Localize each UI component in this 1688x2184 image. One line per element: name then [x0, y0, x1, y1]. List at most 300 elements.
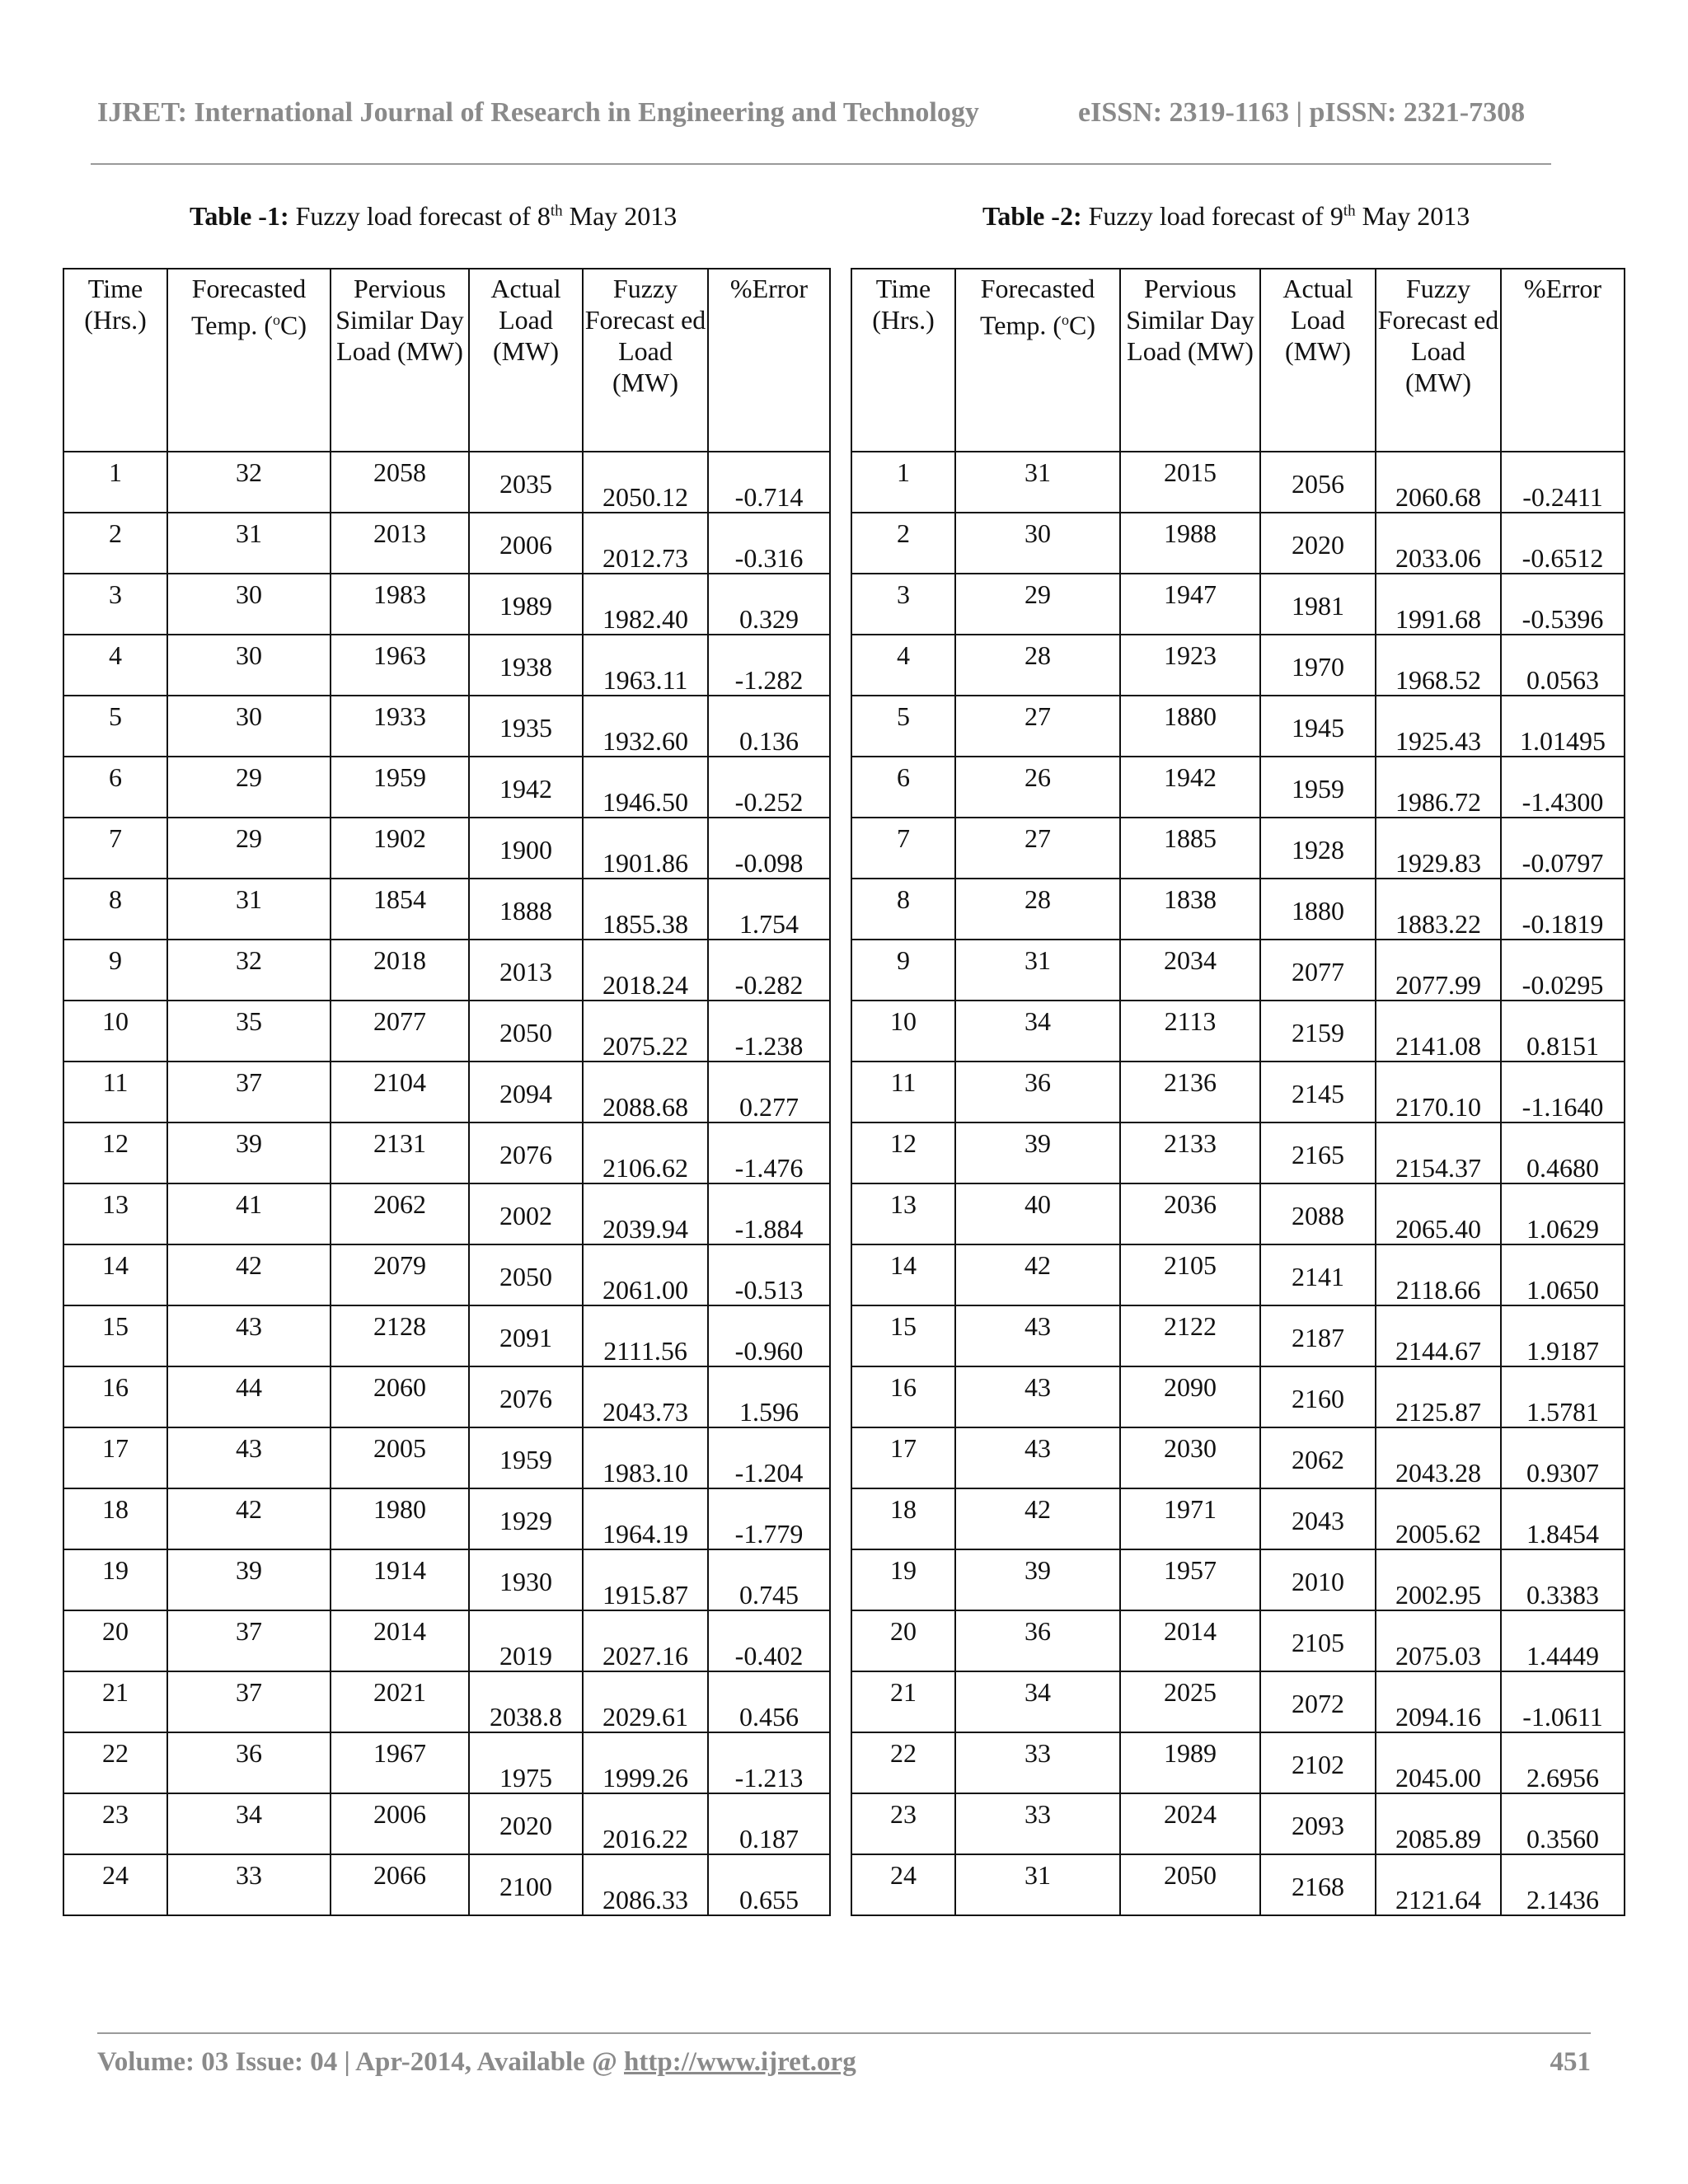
table-cell	[583, 1366, 708, 1427]
table-cell	[63, 818, 167, 879]
cell-value: 1915.87	[603, 1580, 688, 1610]
table-cell	[331, 635, 469, 696]
table-row	[851, 1610, 1625, 1671]
table-cell	[1120, 1488, 1260, 1549]
table-cell	[1260, 1183, 1376, 1244]
cell-value: 2056	[1292, 469, 1344, 499]
table-cell	[1376, 1671, 1501, 1732]
cell-value: 2	[897, 518, 910, 548]
table1-caption-date: May 2013	[562, 201, 678, 231]
cell-value: 34	[236, 1799, 262, 1829]
cell-value: 2113	[1164, 1006, 1217, 1036]
cell-value: 2065.40	[1395, 1214, 1481, 1244]
cell-value: -0.0797	[1522, 848, 1604, 878]
cell-value: 2002.95	[1395, 1580, 1481, 1610]
cell-value: 11	[102, 1067, 129, 1097]
cell-value: 2170.10	[1395, 1092, 1481, 1122]
table-cell	[1260, 1062, 1376, 1122]
page-number: 451	[1550, 2047, 1591, 2077]
cell-value: 1968.52	[1395, 665, 1481, 695]
table2-caption-text: Fuzzy load forecast of 9	[1081, 201, 1343, 231]
table-cell	[1120, 1305, 1260, 1366]
table-cell	[1120, 818, 1260, 879]
table-cell	[1260, 1549, 1376, 1610]
table-cell	[469, 1366, 583, 1427]
cell-value: 1.9187	[1526, 1336, 1599, 1366]
cell-value: 0.456	[739, 1702, 799, 1732]
table-cell	[708, 1001, 830, 1062]
cell-value: 2020	[499, 1811, 552, 1840]
table-cell	[1120, 1183, 1260, 1244]
cell-value: -0.960	[734, 1336, 804, 1366]
table-row	[851, 1671, 1625, 1732]
cell-value: 30	[1025, 518, 1051, 548]
cell-value: 1957	[1164, 1555, 1217, 1585]
table-cell	[1376, 696, 1501, 757]
cell-value: 12	[102, 1128, 129, 1158]
table-cell	[955, 1427, 1120, 1488]
table-cell	[1120, 1854, 1260, 1915]
cell-value: 2165	[1292, 1140, 1344, 1169]
cell-value: -1.0611	[1522, 1702, 1603, 1732]
cell-value: 1.0629	[1526, 1214, 1599, 1244]
table-cell	[167, 696, 331, 757]
table2-col-header: %Error	[1501, 269, 1625, 452]
table-cell	[1376, 879, 1501, 940]
cell-value: 1.8454	[1526, 1519, 1599, 1549]
table-cell	[851, 1549, 955, 1610]
cell-value: 34	[1025, 1677, 1051, 1707]
table-cell	[469, 1062, 583, 1122]
table-cell	[331, 818, 469, 879]
table-cell	[1120, 1366, 1260, 1427]
cell-value: 2125.87	[1395, 1397, 1481, 1427]
table-cell	[63, 696, 167, 757]
table-cell	[1501, 1854, 1625, 1915]
table-row	[63, 574, 830, 635]
table-cell	[583, 1671, 708, 1732]
table-cell	[63, 1549, 167, 1610]
table-cell	[708, 1366, 830, 1427]
cell-value: 27	[1025, 823, 1051, 853]
table-cell	[851, 1793, 955, 1854]
cell-value: 29	[1025, 579, 1051, 609]
table-cell	[1260, 452, 1376, 513]
cell-value: 2102	[1292, 1750, 1344, 1779]
table-cell	[851, 1366, 955, 1427]
cell-value: 1.4449	[1526, 1641, 1599, 1671]
cell-value: 27	[1025, 701, 1051, 731]
table-cell	[1376, 1549, 1501, 1610]
table-row	[63, 513, 830, 574]
table-cell	[708, 757, 830, 818]
cell-value: 2002	[499, 1201, 552, 1230]
table-cell	[583, 1427, 708, 1488]
cell-value: 2020	[1292, 530, 1344, 560]
cell-value: 1942	[499, 774, 552, 804]
table-row	[63, 1244, 830, 1305]
table-cell	[955, 635, 1120, 696]
cell-value: 40	[1025, 1189, 1051, 1219]
table1-col-header: Forecasted Temp. ($^o$C)	[167, 269, 331, 452]
table-cell	[469, 635, 583, 696]
table-row	[63, 452, 830, 513]
cell-value: 0.4680	[1526, 1153, 1599, 1183]
table-cell	[167, 1854, 331, 1915]
cell-value: 4	[897, 640, 910, 670]
table-cell	[1120, 574, 1260, 635]
table-cell	[851, 818, 955, 879]
table-cell	[1501, 1488, 1625, 1549]
table-row	[63, 696, 830, 757]
table-cell	[331, 1671, 469, 1732]
table-cell	[583, 1732, 708, 1793]
cell-value: 1935	[499, 713, 552, 743]
cell-value: 2058	[373, 457, 426, 487]
cell-value: 2168	[1292, 1872, 1344, 1901]
table-cell	[63, 879, 167, 940]
table-cell	[1376, 1488, 1501, 1549]
cell-value: 42	[1025, 1494, 1051, 1524]
table-cell	[331, 879, 469, 940]
table-cell	[469, 1001, 583, 1062]
table1-fuzzy-load-forecast	[63, 268, 831, 1916]
cell-value: 39	[236, 1128, 262, 1158]
footer-url-link[interactable]: http://www.ijret.org	[624, 2047, 856, 2077]
table-row	[851, 940, 1625, 1001]
table-cell	[469, 1732, 583, 1793]
table-cell	[1260, 1793, 1376, 1854]
table-cell	[167, 1549, 331, 1610]
table-cell	[469, 1793, 583, 1854]
cell-value: 2043	[1292, 1506, 1344, 1535]
table-cell	[63, 1122, 167, 1183]
table-cell	[1501, 1549, 1625, 1610]
cell-value: 1942	[1164, 762, 1217, 792]
table-cell	[63, 1793, 167, 1854]
table-cell	[331, 1854, 469, 1915]
cell-value: 36	[1025, 1067, 1051, 1097]
table-cell	[583, 940, 708, 1001]
cell-value: 2006	[499, 530, 552, 560]
table-cell	[1501, 1001, 1625, 1062]
table-row	[63, 1427, 830, 1488]
cell-value: 23	[890, 1799, 917, 1829]
table-cell	[469, 1549, 583, 1610]
table-cell	[63, 1671, 167, 1732]
table-cell	[1120, 1427, 1260, 1488]
table-cell	[708, 879, 830, 940]
table-cell	[955, 1183, 1120, 1244]
cell-value: 2154.37	[1395, 1153, 1481, 1183]
table-cell	[955, 1244, 1120, 1305]
table-cell	[331, 1610, 469, 1671]
table2-col-header: Forecasted Temp. ($^o$C)	[955, 269, 1120, 452]
cell-value: 2045.00	[1395, 1763, 1481, 1793]
table-cell	[708, 818, 830, 879]
cell-value: 6	[109, 762, 122, 792]
cell-value: -0.1819	[1522, 909, 1604, 939]
cell-value: 2088	[1292, 1201, 1344, 1230]
table-cell	[955, 1366, 1120, 1427]
table-row	[851, 818, 1625, 879]
table-cell	[851, 696, 955, 757]
cell-value: 2038.8	[490, 1702, 562, 1732]
table-cell	[955, 513, 1120, 574]
table-cell	[1376, 1427, 1501, 1488]
cell-value: 39	[1025, 1128, 1051, 1158]
cell-value: 41	[236, 1189, 262, 1219]
cell-value: 1900	[499, 835, 552, 865]
cell-value: 35	[236, 1006, 262, 1036]
table-cell	[331, 1793, 469, 1854]
table-cell	[331, 1305, 469, 1366]
cell-value: 2090	[1164, 1372, 1217, 1402]
table-cell	[1260, 940, 1376, 1001]
cell-value: 30	[236, 701, 262, 731]
cell-value: 1.596	[739, 1397, 799, 1427]
cell-value: -0.6512	[1522, 543, 1604, 573]
table-cell	[1501, 940, 1625, 1001]
footer-volume-info	[97, 2047, 856, 2078]
table1-col-header: Actual Load (MW)	[469, 269, 583, 452]
cell-value: 21	[890, 1677, 917, 1707]
table-row	[851, 1001, 1625, 1062]
table-row	[851, 1183, 1625, 1244]
cell-value: 1970	[1292, 652, 1344, 682]
cell-value: 2029.61	[603, 1702, 688, 1732]
cell-value: 2050	[1164, 1860, 1217, 1890]
cell-value: 31	[236, 884, 262, 914]
cell-value: 2141	[1292, 1262, 1344, 1291]
table2-caption-date: May 2013	[1355, 201, 1470, 231]
table-cell	[1501, 1183, 1625, 1244]
table-cell	[708, 1305, 830, 1366]
table-row	[63, 1854, 830, 1915]
cell-value: 2111.56	[603, 1336, 687, 1366]
table-cell	[1260, 818, 1376, 879]
table-cell	[1120, 757, 1260, 818]
table-cell	[331, 1244, 469, 1305]
table-row	[63, 1305, 830, 1366]
table-row	[851, 1854, 1625, 1915]
cell-value: 1946.50	[603, 787, 688, 817]
table-cell	[63, 1854, 167, 1915]
table-row	[63, 635, 830, 696]
cell-value: 1880	[1292, 896, 1344, 926]
table-cell	[167, 1732, 331, 1793]
cell-value: -1.476	[734, 1153, 804, 1183]
table-row	[63, 879, 830, 940]
cell-value: 33	[236, 1860, 262, 1890]
table-cell	[1501, 1427, 1625, 1488]
table-row	[63, 1610, 830, 1671]
table-cell	[851, 1062, 955, 1122]
table-cell	[708, 574, 830, 635]
table-cell	[955, 574, 1120, 635]
table-cell	[331, 1549, 469, 1610]
cell-value: 2079	[373, 1250, 426, 1280]
table-cell	[167, 1610, 331, 1671]
table-row	[63, 1001, 830, 1062]
cell-value: 0.745	[739, 1580, 799, 1610]
cell-value: 1986.72	[1395, 787, 1481, 817]
table-cell	[469, 879, 583, 940]
table2-caption	[982, 201, 1470, 232]
table-cell	[1501, 452, 1625, 513]
cell-value: -1.884	[734, 1214, 804, 1244]
table-row	[63, 1732, 830, 1793]
cell-value: 2072	[1292, 1689, 1344, 1718]
table-cell	[167, 1488, 331, 1549]
cell-value: 7	[897, 823, 910, 853]
table-cell	[1260, 1610, 1376, 1671]
cell-value: 2018.24	[603, 970, 688, 1000]
table-cell	[1260, 1366, 1376, 1427]
table-cell	[1260, 1244, 1376, 1305]
table-cell	[851, 1610, 955, 1671]
table-cell	[851, 940, 955, 1001]
cell-value: 2030	[1164, 1433, 1217, 1463]
table-cell	[1376, 1610, 1501, 1671]
table-row	[851, 635, 1625, 696]
cell-value: 1938	[499, 652, 552, 682]
cell-value: 1991.68	[1395, 604, 1481, 634]
cell-value: -1.238	[734, 1031, 804, 1061]
cell-value: 2076	[499, 1140, 552, 1169]
cell-value: -0.2411	[1522, 482, 1603, 512]
cell-value: 2039.94	[603, 1214, 688, 1244]
cell-value: 2076	[499, 1384, 552, 1413]
cell-value: 7	[109, 823, 122, 853]
cell-value: 2075.03	[1395, 1641, 1481, 1671]
journal-title: IJRET: International Journal of Research in Engineering and Technology	[97, 97, 979, 128]
table-cell	[1120, 1793, 1260, 1854]
table-cell	[167, 1122, 331, 1183]
cell-value: 44	[236, 1372, 262, 1402]
cell-value: 0.187	[739, 1824, 799, 1854]
cell-value: -0.5396	[1522, 604, 1604, 634]
table-cell	[63, 574, 167, 635]
table-cell	[63, 1488, 167, 1549]
cell-value: 2050	[499, 1262, 552, 1291]
table-cell	[167, 1305, 331, 1366]
table-cell	[469, 696, 583, 757]
cell-value: 2091	[499, 1323, 552, 1352]
cell-value: 2015	[1164, 457, 1217, 487]
table-cell	[1501, 635, 1625, 696]
table-cell	[1260, 1122, 1376, 1183]
table-cell	[63, 1610, 167, 1671]
table-cell	[708, 1427, 830, 1488]
table-cell	[1501, 1062, 1625, 1122]
cell-value: -1.1640	[1522, 1092, 1604, 1122]
cell-value: 5	[109, 701, 122, 731]
table-cell	[955, 1001, 1120, 1062]
cell-value: 1880	[1164, 701, 1217, 731]
cell-value: 1	[897, 457, 910, 487]
cell-value: -1.779	[734, 1519, 804, 1549]
table-cell	[1376, 818, 1501, 879]
table2-header-row	[851, 269, 1625, 452]
table1-body	[63, 452, 830, 1915]
table1-caption-text: Fuzzy load forecast of 8	[288, 201, 551, 231]
cell-value: 12	[890, 1128, 917, 1158]
cell-value: 22	[890, 1738, 917, 1768]
cell-value: 20	[102, 1616, 129, 1646]
table-cell	[851, 879, 955, 940]
table-cell	[583, 635, 708, 696]
table-cell	[851, 635, 955, 696]
cell-value: 2	[109, 518, 122, 548]
table-cell	[331, 1001, 469, 1062]
cell-value: 2141.08	[1395, 1031, 1481, 1061]
cell-value: 2062	[1292, 1445, 1344, 1474]
cell-value: 1964.19	[603, 1519, 688, 1549]
table-cell	[469, 574, 583, 635]
cell-value: 28	[1025, 640, 1051, 670]
cell-value: 1888	[499, 896, 552, 926]
table-row	[63, 1122, 830, 1183]
table-cell	[1260, 757, 1376, 818]
cell-value: 1983	[373, 579, 426, 609]
table2-col-header: Time (Hrs.)	[851, 269, 955, 452]
cell-value: 1	[109, 457, 122, 487]
cell-value: 42	[236, 1494, 262, 1524]
cell-value: 2093	[1292, 1811, 1344, 1840]
table-cell	[851, 452, 955, 513]
table-cell	[583, 1854, 708, 1915]
table-cell	[63, 1062, 167, 1122]
cell-value: 2013	[373, 518, 426, 548]
table-cell	[1501, 696, 1625, 757]
table-cell	[469, 1305, 583, 1366]
cell-value: 4	[109, 640, 122, 670]
table-cell	[1376, 1305, 1501, 1366]
table-cell	[1260, 1732, 1376, 1793]
cell-value: 21	[102, 1677, 129, 1707]
table-cell	[708, 1122, 830, 1183]
cell-value: 23	[102, 1799, 129, 1829]
cell-value: 1885	[1164, 823, 1217, 853]
cell-value: -0.0295	[1522, 970, 1604, 1000]
cell-value: -1.204	[734, 1458, 804, 1488]
table2-fuzzy-load-forecast	[851, 268, 1625, 1916]
table-cell	[331, 1732, 469, 1793]
table-cell	[1501, 1305, 1625, 1366]
table-cell	[851, 1001, 955, 1062]
table-row	[851, 1305, 1625, 1366]
table-cell	[1120, 1122, 1260, 1183]
table-cell	[708, 1671, 830, 1732]
cell-value: 1930	[499, 1567, 552, 1596]
table-cell	[1501, 879, 1625, 940]
cell-value: 1.0650	[1526, 1275, 1599, 1305]
table-cell	[1376, 757, 1501, 818]
table-cell	[63, 757, 167, 818]
cell-value: 2062	[373, 1189, 426, 1219]
table-cell	[167, 1062, 331, 1122]
cell-value: -1.213	[734, 1763, 804, 1793]
cell-value: 26	[1025, 762, 1051, 792]
cell-value: 2034	[1164, 945, 1217, 975]
cell-value: 1854	[373, 884, 426, 914]
cell-value: 24	[890, 1860, 917, 1890]
cell-value: 32	[236, 945, 262, 975]
table-cell	[469, 1610, 583, 1671]
table-row	[63, 1549, 830, 1610]
table2-col-header: Pervious Similar Day Load (MW)	[1120, 269, 1260, 452]
